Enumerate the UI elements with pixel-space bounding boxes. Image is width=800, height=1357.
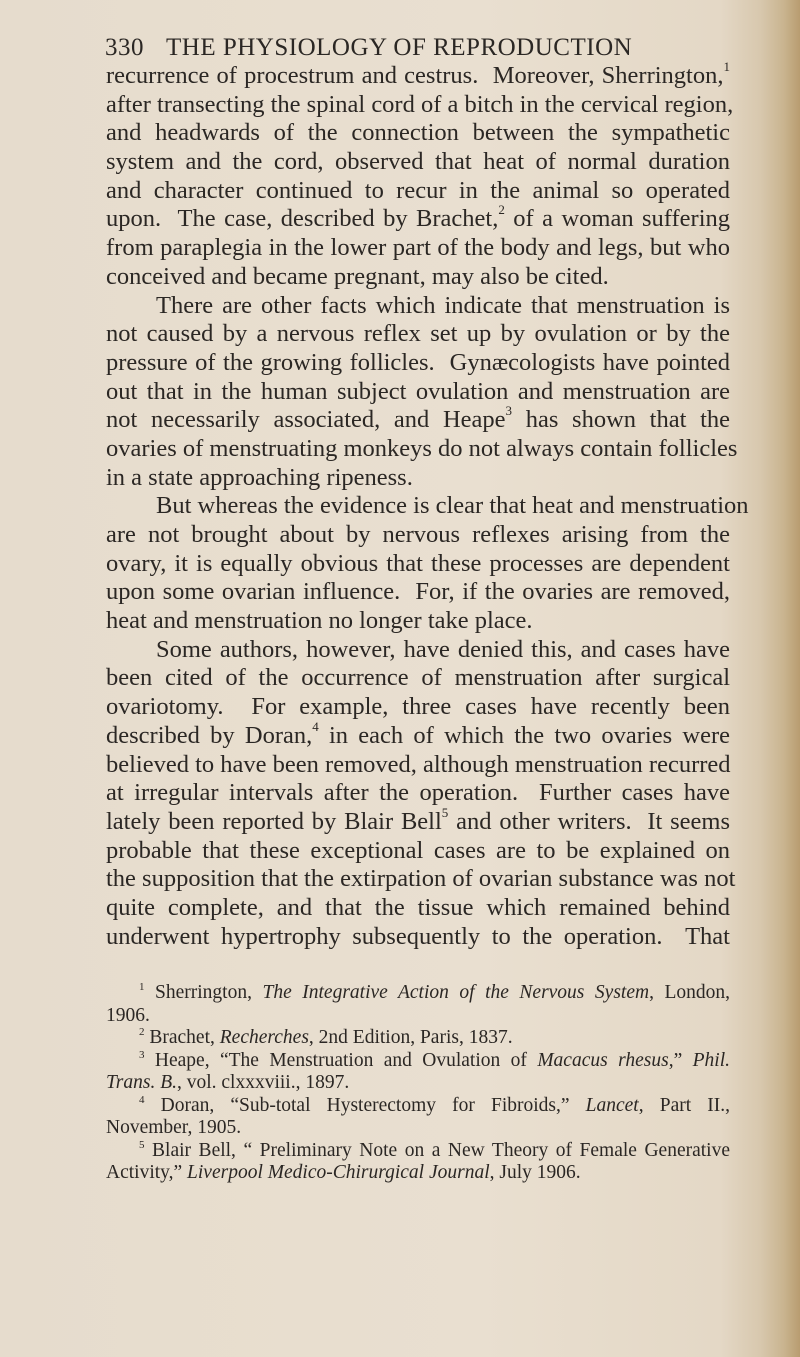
text-run: described by Doran,	[106, 721, 313, 749]
text-line	[106, 1050, 730, 1073]
text-line	[106, 349, 730, 378]
footnote-marker: 5	[139, 1138, 145, 1151]
italic-text: Macacus rhesus	[537, 1049, 669, 1071]
paragraph	[106, 635, 736, 952]
text-run: upon some ovarian influence. For, if the ovaries are removed,	[106, 578, 730, 606]
text-line	[106, 1027, 730, 1050]
text-line	[106, 492, 749, 521]
footnote-marker: 1	[723, 59, 730, 74]
text-line	[106, 636, 730, 665]
text-line	[106, 982, 730, 1005]
text-run: the supposition that the extirpation of ovarian substance was not	[106, 865, 736, 893]
footnote	[106, 1027, 730, 1050]
italic-text: Phil.	[692, 1049, 730, 1071]
paragraph	[106, 291, 738, 493]
text-run: believed to have been removed, although menstruation recurred	[106, 750, 731, 778]
text-run: recurrence of procestrum and cestrus. Moreover, Sherrington,	[106, 62, 724, 89]
body-text	[106, 59, 749, 951]
text-line	[106, 177, 730, 206]
text-run: ovary, it is equally obvious that these processes are dependent	[106, 549, 730, 577]
text-run: in each of which the two ovaries were	[318, 721, 730, 749]
paragraph	[106, 492, 749, 635]
text-run: lately been reported by Blair Bell	[106, 807, 442, 835]
text-line	[106, 894, 730, 923]
text-line	[106, 1072, 730, 1095]
text-run: been cited of the occurrence of menstruation after surgical	[106, 664, 730, 692]
text-run: in a state approaching ripeness.	[106, 463, 413, 491]
text-line	[106, 148, 730, 177]
text-line	[106, 263, 730, 292]
footnotes	[106, 982, 730, 1185]
text-run: Some authors, however, have denied this, and cases have	[156, 635, 730, 663]
footnote	[106, 982, 730, 1027]
text-run: not necessarily associated, and Heape	[106, 406, 506, 434]
text-run: ovaries of menstruating monkeys do not always contain follicles	[106, 434, 738, 462]
text-line	[106, 378, 730, 407]
text-run: at irregular intervals after the operation. Further cases have	[106, 779, 730, 807]
text-line	[106, 779, 730, 808]
text-run: November, 1905.	[106, 1117, 242, 1138]
text-run: system and the cord, observed that heat of normal duration	[106, 148, 730, 176]
text-run: , 2nd Edition, Paris, 1837.	[308, 1027, 513, 1048]
text-line	[106, 607, 730, 636]
footnote-marker: 2	[139, 1026, 145, 1038]
footnote	[106, 1050, 730, 1095]
italic-text: The Integrative Action of the Nervous System	[262, 982, 650, 1003]
footnote-marker: 3	[505, 403, 513, 419]
text-run: pressure of the growing follicles. Gynæcologists have pointed	[106, 348, 730, 376]
text-line	[106, 90, 734, 120]
footnote-marker: 3	[139, 1048, 145, 1061]
text-run: probable that these exceptional cases are to be explained on	[106, 836, 730, 864]
text-run: and headwards of the connection between the sympathetic	[106, 119, 730, 147]
text-run: , vol. clxxxviii., 1897.	[176, 1072, 350, 1093]
text-line	[106, 320, 730, 349]
text-line	[106, 464, 730, 493]
text-line	[106, 1095, 730, 1118]
text-line	[106, 1162, 730, 1185]
text-run: heat and menstruation no longer take place.	[106, 607, 533, 635]
text-line	[106, 234, 730, 263]
footnote	[106, 1095, 730, 1140]
footnote-marker: 2	[498, 202, 505, 218]
text-run: conceived and became pregnant, may also be cited.	[106, 262, 609, 290]
text-run: of a woman suffering	[504, 205, 731, 233]
running-header	[105, 34, 632, 62]
text-line	[106, 804, 730, 837]
text-run: has shown that the	[512, 406, 731, 434]
text-run: underwent hypertrophy subsequently to the operation. That	[106, 922, 730, 950]
text-line	[106, 923, 730, 952]
text-line	[106, 403, 731, 435]
text-line	[106, 718, 730, 751]
text-line	[106, 1117, 730, 1140]
text-run: Doran, “Sub-total Hysterectomy for Fibroids,”	[144, 1094, 586, 1116]
text-run: Heape, “The Menstruation and Ovulation of	[144, 1049, 538, 1071]
text-line	[106, 578, 730, 607]
text-line	[106, 550, 730, 579]
italic-text: Recherches	[219, 1027, 309, 1048]
text-line	[106, 1005, 730, 1028]
text-run: ovariotomy. For example, three cases have recently been	[106, 693, 730, 721]
text-run: Sherrington,	[144, 982, 263, 1003]
running-title: THE PHYSIOLOGY OF REPRODUCTION	[166, 34, 633, 61]
text-run: , July 1906.	[489, 1162, 581, 1183]
footnote	[106, 1140, 730, 1185]
text-line	[106, 751, 730, 780]
text-run: upon. The case, described by Brachet,	[106, 205, 499, 233]
text-line	[106, 292, 730, 321]
footnote-marker: 1	[139, 981, 145, 993]
text-run: Brachet,	[144, 1027, 220, 1048]
text-run: There are other facts which indicate that menstruation is	[156, 291, 730, 319]
text-run: , London,	[649, 982, 730, 1003]
text-line	[106, 693, 730, 722]
text-run: and character continued to recur in the animal so operated	[106, 176, 730, 204]
text-run: , Part II.,	[638, 1094, 731, 1116]
text-line	[106, 434, 738, 464]
text-line	[106, 521, 730, 550]
text-run: quite complete, and that the tissue which remained behind	[106, 893, 730, 921]
text-run: are not brought about by nervous reflexes arising from the	[106, 521, 730, 548]
footnote-marker: 4	[312, 718, 319, 734]
text-run: But whereas the evidence is clear that heat and menstruation	[156, 492, 749, 520]
text-run: after transecting the spinal cord of a bitch in the cervical region,	[106, 90, 734, 118]
text-line	[106, 119, 730, 148]
footnote-marker: 5	[441, 804, 449, 820]
text-run: Blair Bell, “ Preliminary Note on a New Theory of Female Generative	[144, 1139, 730, 1161]
text-run: from paraplegia in the lower part of the body and legs, but who	[106, 234, 730, 262]
text-run: ,”	[668, 1049, 693, 1071]
page-number: 330	[105, 34, 144, 61]
text-run: and other writers. It seems	[448, 807, 730, 835]
text-line	[106, 202, 731, 234]
text-run: out that in the human subject ovulation and menstruation are	[106, 377, 730, 405]
text-line	[106, 837, 730, 866]
paragraph	[106, 59, 734, 292]
text-run: not caused by a nervous reflex set up by ovulation or by the	[106, 320, 730, 348]
text-line	[106, 1140, 730, 1163]
text-run: 1906.	[106, 1004, 150, 1026]
italic-text: Trans. B.	[106, 1072, 177, 1093]
text-line	[106, 865, 736, 894]
italic-text: Liverpool Medico-Chirurgical Journal	[187, 1162, 490, 1183]
text-line	[106, 59, 730, 91]
italic-text: Lancet	[585, 1094, 639, 1116]
text-run: Activity,”	[106, 1162, 188, 1183]
text-line	[106, 664, 730, 693]
footnote-marker: 4	[139, 1093, 145, 1106]
